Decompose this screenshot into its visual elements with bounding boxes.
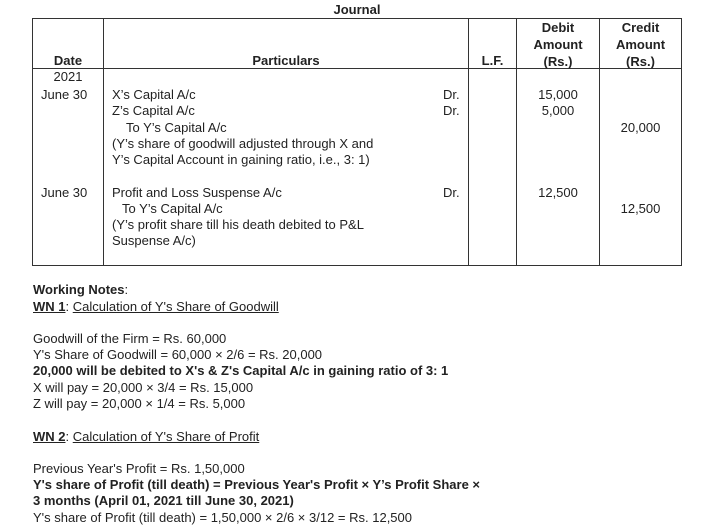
particular-line: Profit and Loss Suspense A/c: [112, 185, 282, 200]
dr-marker: Dr.: [443, 87, 460, 102]
header-debit: Debit Amount (Rs.): [533, 20, 583, 69]
debit-amount: 15,000: [538, 87, 578, 102]
header-date: Date: [53, 53, 83, 68]
particular-line: X’s Capital A/c: [112, 87, 196, 102]
note-line-bold: 3 months (April 01, 2021 till June 30, 2021): [33, 493, 294, 508]
particular-line: Z’s Capital A/c: [112, 103, 195, 118]
header-lf: L.F.: [481, 53, 504, 68]
credit-amount: 20,000: [620, 120, 661, 135]
entry-date: June 30: [41, 87, 88, 102]
journal-table: [32, 18, 682, 266]
journal-title: Journal: [333, 2, 381, 17]
year-label: 2021: [53, 69, 83, 84]
narration-line: Suspense A/c): [112, 233, 196, 248]
debit-amount: 12,500: [538, 185, 578, 200]
narration-line: (Y’s profit share till his death debited to P&L: [112, 217, 364, 232]
note-line: X will pay = 20,000 × 3/4 = Rs. 15,000: [33, 380, 254, 395]
header-credit: Credit Amount (Rs.): [615, 20, 666, 69]
note-line: Z will pay = 20,000 × 1/4 = Rs. 5,000: [33, 396, 246, 411]
dr-marker: Dr.: [443, 103, 460, 118]
narration-line: (Y’s share of goodwill adjusted through X and: [112, 136, 374, 151]
working-notes-heading: Working Notes:: [33, 282, 129, 297]
credit-amount: 12,500: [620, 201, 661, 216]
dr-marker: Dr.: [443, 185, 460, 200]
entry-date: June 30: [41, 185, 88, 200]
particular-line: To Y’s Capital A/c: [126, 120, 227, 135]
note-line: Previous Year's Profit = Rs. 1,50,000: [33, 461, 245, 476]
note-line: Goodwill of the Firm = Rs. 60,000: [33, 331, 227, 346]
note-line: Y's share of Profit (till death) = 1,50,000 × 2/6 × 3/12 = Rs. 12,500: [33, 510, 412, 525]
debit-amount: 5,000: [541, 103, 575, 118]
wn2-heading: WN 2: Calculation of Y's Share of Profit: [33, 429, 260, 444]
note-line-bold: 20,000 will be debited to X's & Z's Capital A/c in gaining ratio of 3: 1: [33, 363, 449, 378]
narration-line: Y’s Capital Account in gaining ratio, i.e., 3: 1): [112, 152, 370, 167]
note-line: Y's Share of Goodwill = 60,000 × 2/6 = Rs. 20,000: [33, 347, 323, 362]
wn1-heading: WN 1: Calculation of Y's Share of Goodwill: [33, 299, 279, 314]
particular-line: To Y’s Capital A/c: [122, 201, 223, 216]
note-line-bold: Y's share of Profit (till death) = Previous Year's Profit × Y’s Profit Share ×: [33, 477, 481, 492]
header-particulars: Particulars: [252, 53, 320, 68]
